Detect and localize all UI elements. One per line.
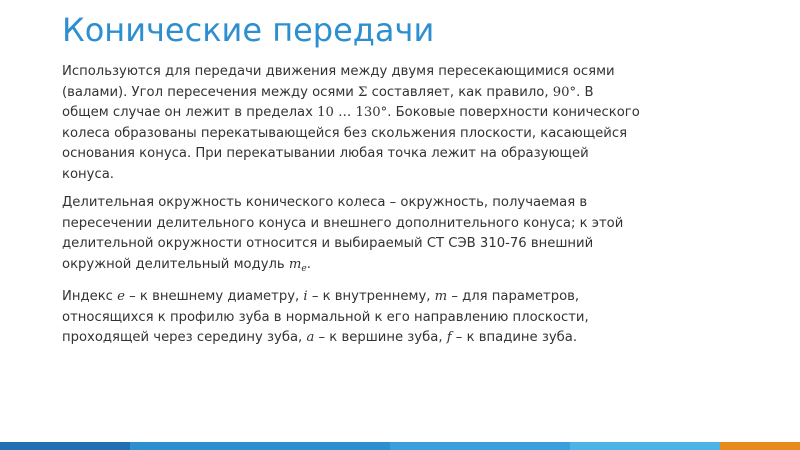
paragraph-indices (62, 287, 702, 349)
text-run: . Боковые поверхности конического (387, 105, 640, 120)
text-line (62, 287, 702, 308)
text-run: – к внутреннему, (307, 289, 435, 304)
text-run: окружной делительный модуль (62, 256, 289, 272)
text-run: – к внешнему диаметру, (124, 289, 304, 304)
index-f-symbol: f (446, 330, 452, 345)
paragraph-purpose (62, 62, 702, 185)
angle-value: 90° (552, 84, 577, 100)
text-line (62, 328, 702, 349)
text-line: колеса образованы перекатывающейся без скольжения плоскости, касающейся (62, 125, 628, 141)
index-i-symbol: i (303, 289, 308, 304)
text-run: составляет, как правило, (367, 84, 553, 100)
slide-title: Конические передачи (62, 11, 435, 49)
module-symbol: m (288, 256, 302, 272)
footer-bar-segment (570, 442, 720, 450)
slide-body (62, 62, 702, 357)
footer-bar-segment (390, 442, 570, 450)
text-run: проходящей через середину зуба, (62, 330, 307, 345)
module-subscript: e (301, 263, 307, 274)
text-run: общем случае он лежит в пределах (62, 105, 318, 120)
text-line: основания конуса. При перекатывании любая точка лежит на образующей (62, 146, 589, 161)
footer-bar-segment (0, 442, 130, 450)
text-run: – для параметров, (447, 289, 580, 304)
paragraph-pitch-circle (62, 193, 702, 279)
footer-bar-segment (720, 442, 800, 450)
text-line: делительной окружности относится и выбираемый СТ СЭВ 310-76 внешний (62, 236, 594, 251)
footer-color-bar (0, 442, 800, 450)
footer-bar-segment (130, 442, 390, 450)
text-line: Делительная окружность конического колеса – окружность, получаемая в (62, 195, 588, 210)
index-e-symbol: e (117, 289, 125, 304)
text-run: – к вершине зуба, (314, 330, 447, 345)
angle-range: 10 … 130° (317, 105, 388, 120)
text-run: (валами). Угол пересечения между осями (62, 84, 359, 100)
text-line (62, 83, 702, 104)
text-run: . (306, 256, 311, 272)
text-line (62, 255, 702, 280)
text-run: Индекс (62, 289, 118, 304)
text-run: – к впадине зуба. (451, 330, 578, 345)
text-line: Используются для передачи движения между двумя пересекающимися осями (62, 64, 615, 79)
text-run: . В (576, 84, 594, 100)
index-m-symbol: m (434, 289, 448, 304)
text-line: пересечении делительного конуса и внешнего дополнительного конуса; к этой (62, 215, 624, 231)
sigma-symbol: Σ (358, 84, 368, 100)
index-a-symbol: a (306, 330, 315, 345)
text-line (62, 103, 702, 124)
text-line: конуса. (62, 166, 114, 182)
text-line: относящихся к профилю зуба в нормальной к его направлению плоскости, (62, 309, 589, 325)
